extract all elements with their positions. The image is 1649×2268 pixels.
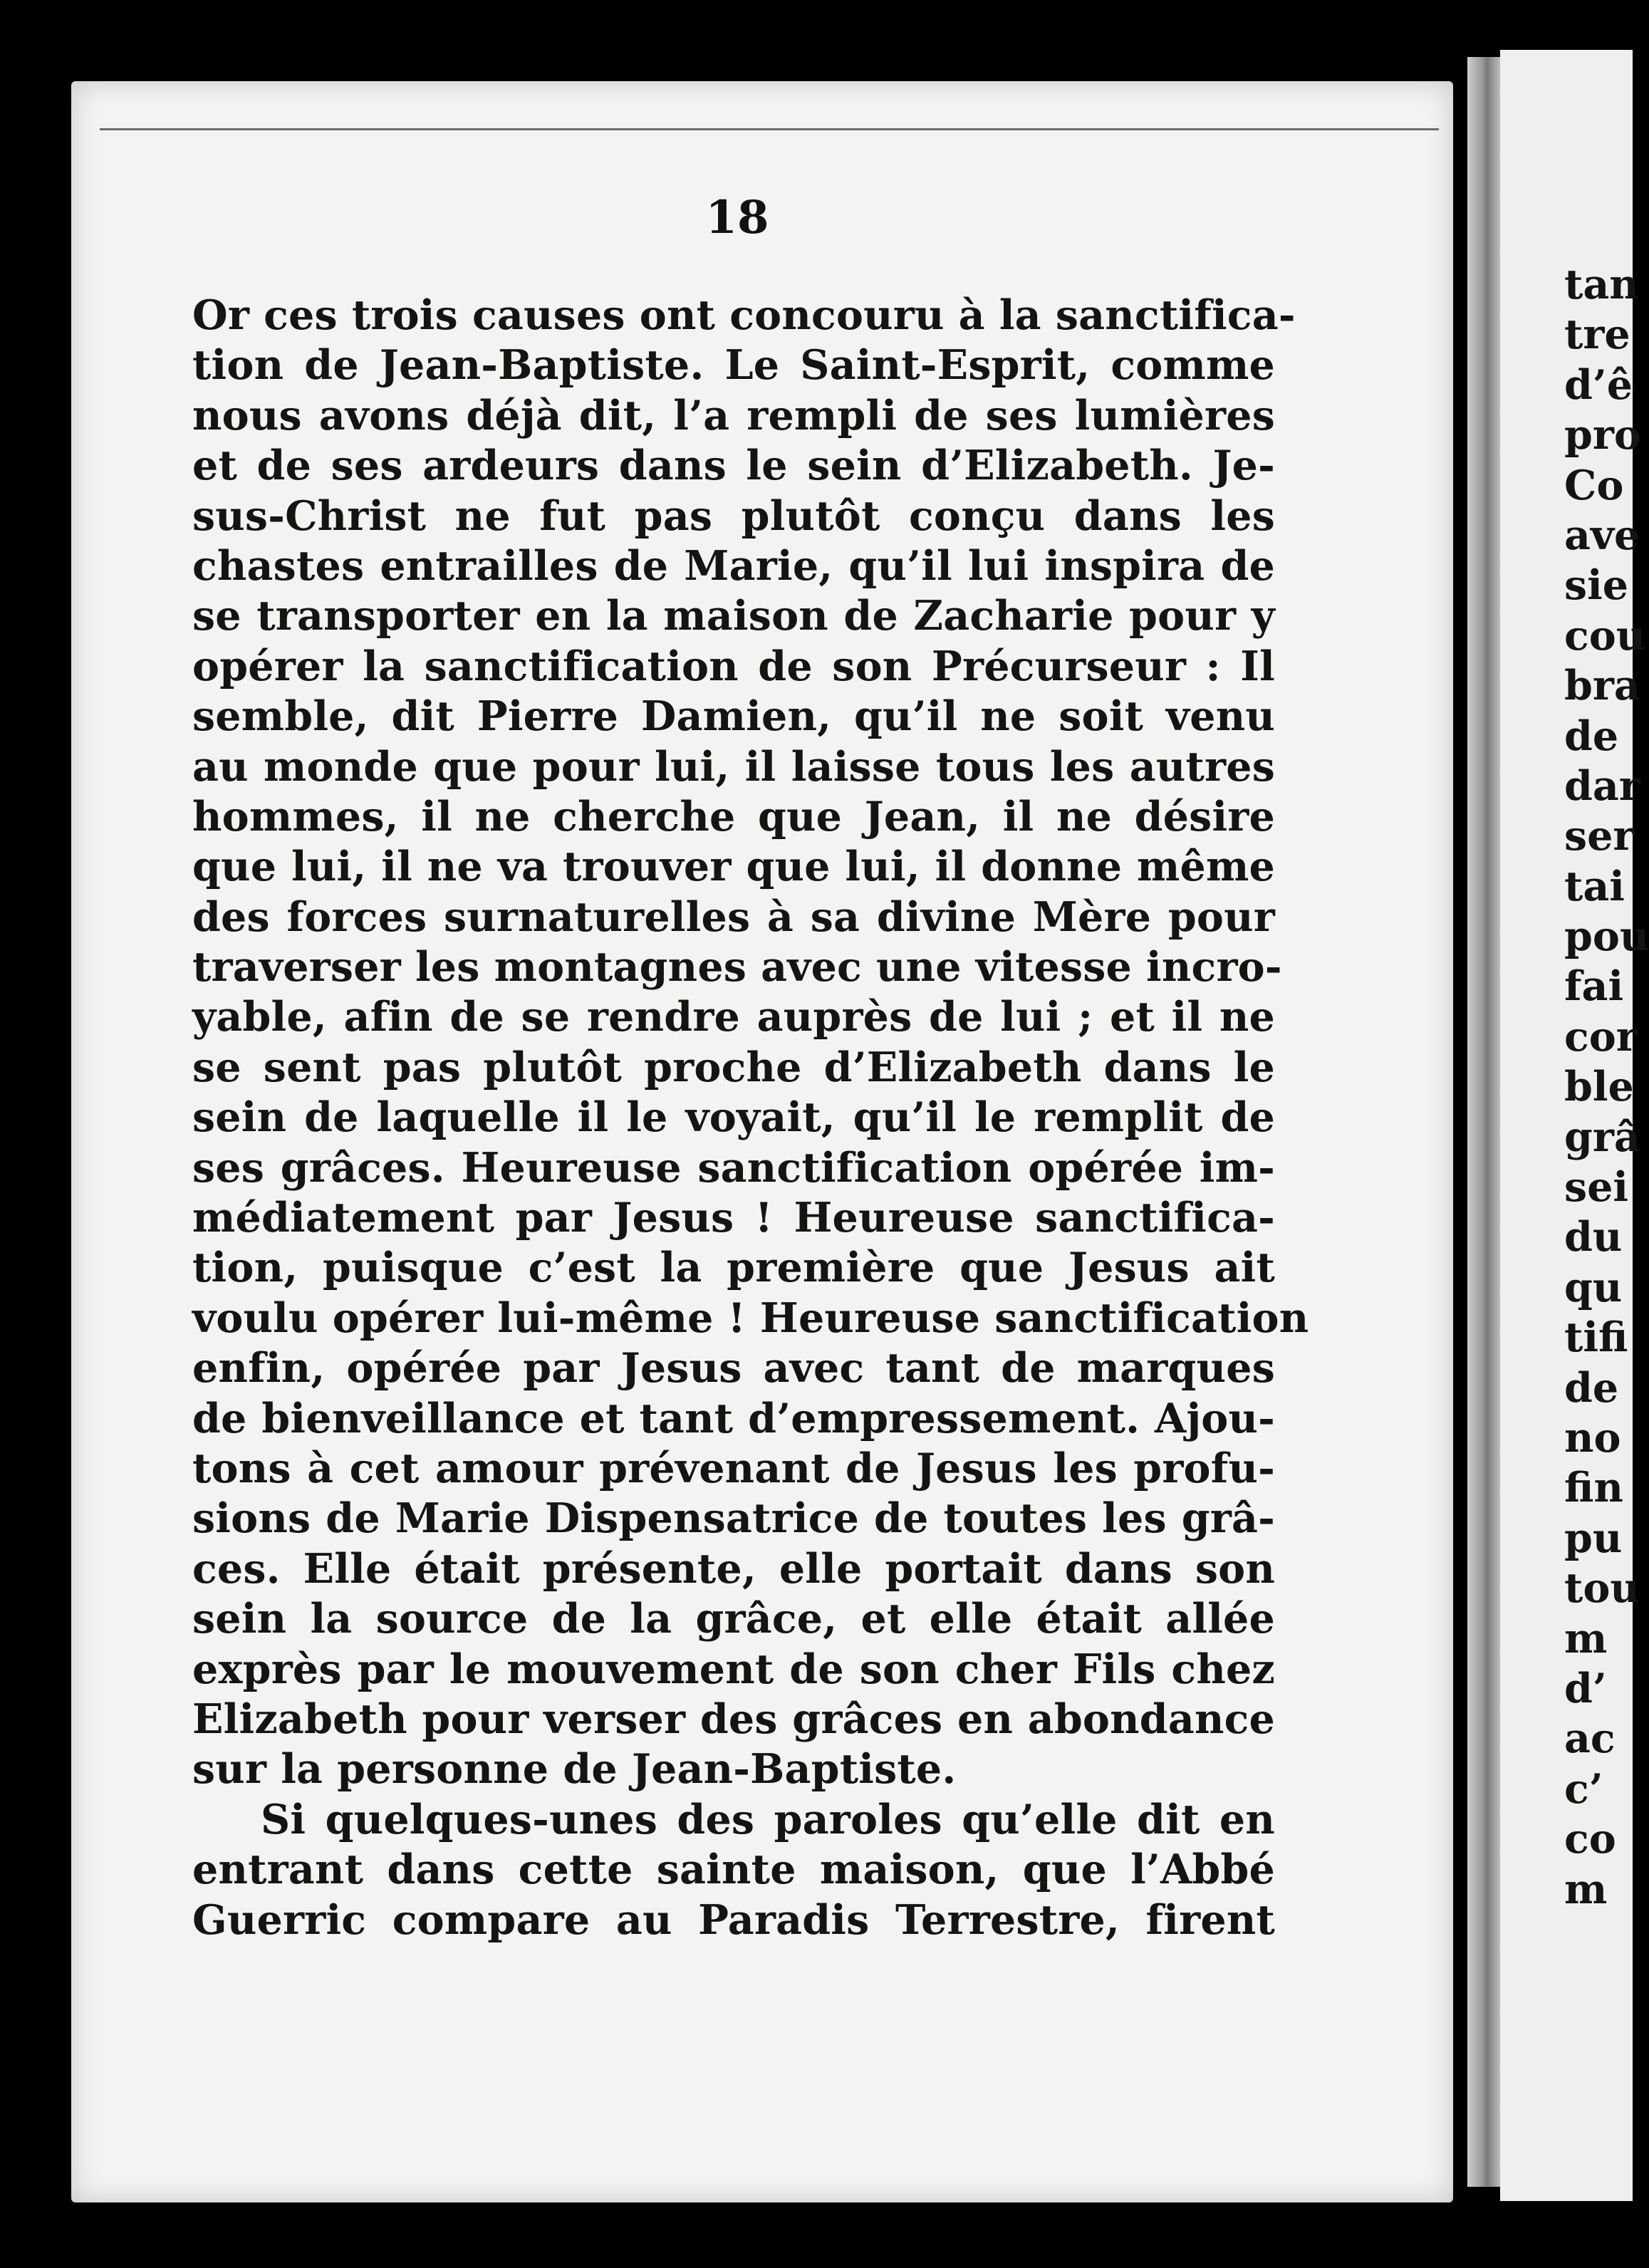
text-line: exprès par le mouvement de son cher Fils chez — [192, 1645, 1275, 1693]
text-line: nous avons déjà dit, l’a rempli de ses lumières — [192, 391, 1275, 439]
fragment: no — [1564, 1413, 1621, 1462]
fragment: d’ — [1564, 1664, 1607, 1712]
header-rule — [100, 128, 1439, 130]
text-line: tion, puisque c’est la première que Jesus ait — [192, 1244, 1275, 1292]
text-line: que lui, il ne va trouver que lui, il donne même — [192, 843, 1275, 891]
text-line: sus-Christ ne fut pas plutôt conçu dans les — [192, 491, 1275, 540]
text-line: tion de Jean-Baptiste. Le Saint-Esprit, comme — [192, 341, 1275, 390]
fragment: fin — [1564, 1464, 1623, 1512]
text-line: médiatement par Jesus ! Heureuse sanctifica- — [192, 1194, 1275, 1242]
fragment: cou — [1564, 611, 1646, 660]
body-text — [192, 291, 1309, 1945]
text-line: au monde que pour lui, il laisse tous les autres — [192, 742, 1275, 791]
fragment: Co — [1564, 461, 1624, 509]
text-line-paragraph-start: Si quelques-unes des paroles qu’elle dit en — [261, 1795, 1275, 1843]
text-line: des forces surnaturelles à sa divine Mère pour — [192, 893, 1275, 941]
fragment: ble — [1564, 1063, 1634, 1111]
book-spine — [1467, 57, 1500, 2187]
fragment: sei — [1564, 1163, 1629, 1212]
fragment: dar — [1564, 761, 1640, 810]
fragment: tai — [1564, 862, 1625, 910]
fragment: grâ — [1564, 1113, 1640, 1161]
fragment: pu — [1564, 1514, 1623, 1562]
fragment: sie — [1564, 561, 1629, 610]
text-line: semble, dit Pierre Damien, qu’il ne soit venu — [192, 692, 1275, 741]
fragment: du — [1564, 1213, 1623, 1262]
text-line: sions de Marie Dispensatrice de toutes les grâ- — [192, 1494, 1275, 1543]
fragment: qu — [1564, 1263, 1623, 1311]
fragment: de — [1564, 1363, 1619, 1412]
fragment: pou — [1564, 912, 1649, 961]
text-line: ces. Elle était présente, elle portait dans son — [192, 1544, 1275, 1593]
text-line: opérer la sanctification de son Précurseur : Il — [192, 642, 1275, 690]
text-line: traverser les montagnes avec une vitesse incro- — [192, 943, 1282, 992]
text-line: entrant dans cette sainte maison, que l’Abbé — [192, 1846, 1275, 1894]
fragment: tou — [1564, 1564, 1640, 1613]
text-line: chastes entrailles de Marie, qu’il lui inspira de — [192, 541, 1275, 590]
fragment: tre — [1564, 311, 1630, 359]
fragment: de — [1564, 712, 1619, 760]
fragment: co — [1564, 1815, 1616, 1863]
text-line: sein la source de la grâce, et elle était allée — [192, 1595, 1275, 1643]
text-line: enfin, opérée par Jesus avec tant de marques — [192, 1344, 1275, 1393]
fragment: ser — [1564, 812, 1635, 860]
text-line: hommes, il ne cherche que Jean, il ne désire — [192, 792, 1275, 841]
fragment: m — [1564, 1614, 1608, 1663]
fragment: ave — [1564, 511, 1640, 559]
text-line: Or ces trois causes ont concouru à la sanctifica- — [192, 291, 1296, 339]
fragment: d’ê — [1564, 360, 1633, 409]
text-line-paragraph-end: sur la personne de Jean-Baptiste. — [192, 1745, 957, 1794]
text-line: ses grâces. Heureuse sanctification opérée im- — [192, 1143, 1275, 1192]
text-line: se transporter en la maison de Zacharie pour y — [192, 592, 1275, 640]
text-line: Elizabeth pour verser des grâces en abondance — [192, 1695, 1275, 1743]
fragment: fai — [1564, 962, 1624, 1011]
text-line: yable, afin de se rendre auprès de lui ; et il ne — [192, 993, 1275, 1041]
fragment: tan — [1564, 261, 1639, 308]
fragment: cor — [1564, 1012, 1638, 1061]
fragment: m — [1564, 1865, 1608, 1913]
text-line: tons à cet amour prévenant de Jesus les profu- — [192, 1444, 1275, 1492]
text-line: se sent pas plutôt proche d’Elizabeth dans le — [192, 1043, 1275, 1091]
fragment: tifi — [1564, 1314, 1628, 1362]
fragment: c’ — [1564, 1764, 1603, 1813]
text-line: et de ses ardeurs dans le sein d’Elizabeth. Je- — [192, 442, 1275, 490]
text-line: de bienveillance et tant d’empressement. Ajou- — [192, 1394, 1275, 1442]
fragment: bra — [1564, 662, 1640, 710]
facing-page-text-fragments — [1564, 260, 1649, 1915]
text-line: voulu opérer lui-même ! Heureuse sanctification — [192, 1294, 1309, 1342]
fragment: pro — [1564, 411, 1641, 459]
page-number: 18 — [705, 191, 769, 244]
text-line: Guerric compare au Paradis Terrestre, firent — [192, 1895, 1275, 1944]
fragment: ac — [1564, 1715, 1616, 1763]
text-line: sein de laquelle il le voyait, qu’il le remplit de — [192, 1093, 1275, 1142]
